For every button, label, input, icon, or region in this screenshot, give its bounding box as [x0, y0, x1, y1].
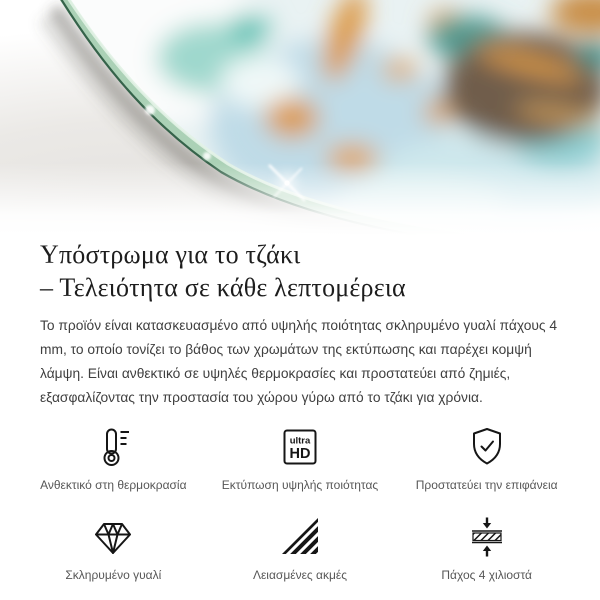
- shield-check-icon: [464, 424, 510, 470]
- polished-edges-icon: [277, 514, 323, 560]
- diamond-icon: [90, 514, 136, 560]
- feature-surface-protection: [393, 424, 580, 492]
- feature-print-quality: [207, 424, 394, 492]
- svg-text:ultra: ultra: [289, 435, 311, 447]
- product-description: Το προϊόν είναι κατασκευασμένο από υψηλής ποιότητας σκληρυμένο γυαλί πάχους 4 mm, το οποίο τονίζει το βάθος των χρωμάτων της εκτύπωσης και παρέχει κομψή λάμψη. Είναι ανθεκτικό σε υψηλές θερμοκρασίες και προστατεύει από ζημιές, εξασφαλίζοντας την προστασία του χώρου γύρω από το τζάκι για χρόνια.: [40, 318, 558, 405]
- page-title: [40, 238, 560, 304]
- product-image: [0, 0, 600, 235]
- glass-panel-photo: [0, 0, 600, 235]
- feature-label: Σκληρυμένο γυαλί: [65, 568, 162, 582]
- ultra-hd-icon: [277, 424, 323, 470]
- feature-tempered-glass: [20, 514, 207, 582]
- thermometer-icon: [90, 424, 136, 470]
- feature-label: Εκτύπωση υψηλής ποιότητας: [221, 478, 379, 492]
- feature-label: Προστατεύει την επιφάνεια: [415, 478, 558, 492]
- page-title-line-1: Υπόστρωμα για το τζάκι: [40, 240, 301, 269]
- bottom-fade: [0, 163, 600, 235]
- feature-label: Λειασμένες ακμές: [252, 568, 348, 582]
- feature-label: Πάχος 4 χιλιοστά: [441, 568, 532, 582]
- page-title-line-2: – Τελειότητα σε κάθε λεπτομέρεια: [40, 273, 406, 302]
- features-grid: [20, 424, 580, 582]
- feature-polished-edges: [207, 514, 394, 582]
- feature-label: Ανθεκτικό στη θερμοκρασία: [40, 478, 187, 492]
- feature-temperature: [20, 424, 207, 492]
- svg-text:HD: HD: [289, 446, 311, 462]
- thickness-icon: [464, 514, 510, 560]
- feature-thickness: [393, 514, 580, 582]
